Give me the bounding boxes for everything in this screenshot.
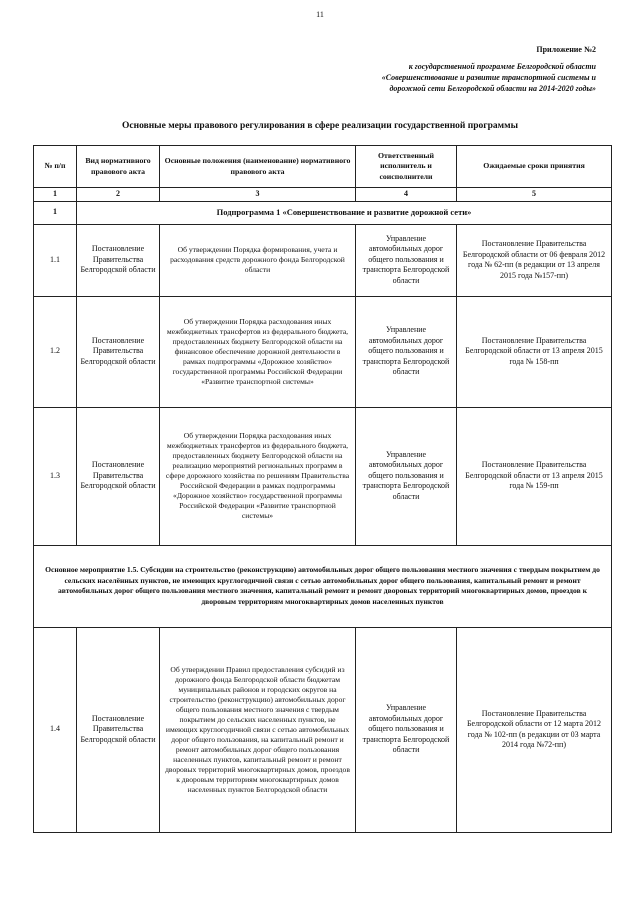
row-type: Постановление Правительства Белгородской области	[77, 407, 160, 545]
row-num: 1.4	[34, 627, 77, 832]
header-executor: Ответственный исполнитель и соисполнители	[356, 146, 457, 188]
main-measure-row	[34, 545, 612, 627]
row-type: Постановление Правительства Белгородской области	[77, 627, 160, 832]
row-term: Постановление Правительства Белгородской области от 06 февраля 2012 года № 62-пп (в редакции от 13 апреля 2015 года №157-пп)	[457, 224, 612, 296]
row-executor: Управление автомобильных дорог общего пользования и транспорта Белгородской области	[356, 407, 457, 545]
row-content: Об утверждении Правил предоставления субсидий из дорожного фонда Белгородской области бюджетам муниципальных районов и городских округов на строительство (реконструкцию) автомобильных дорог общего пользования местного значения с твердым покрытием до сельских населенных пунктов, не имеющих круглогодичной связи с сетью автомобильных дорог общего пользования, на капитальный ремонт и ремонт автомобильных дорог общего пользования населенных пунктов, капитальный ремонт и ремонт дворовых территорий многоквартирных домов, проездов к дворовым территориям многоквартирных домов населенных пунктов Белгородской области	[160, 627, 356, 832]
col-number: 4	[356, 188, 457, 202]
subprogram-title: Подпрограмма 1 «Совершенствование и развитие дорожной сети»	[77, 201, 612, 224]
col-number: 2	[77, 188, 160, 202]
row-content: Об утверждении Порядка формирования, учета и расходования средств дорожного фонда Белгородской области	[160, 224, 356, 296]
col-number: 1	[34, 188, 77, 202]
main-measure-text: Основное мероприятие 1.5. Субсидии на строительство (реконструкцию) автомобильных дорог общего пользования местного значения с твердым покрытием до сельских населённых пунктов, не имеющих круглогодичной связи с сетью автомобильных дорог общего пользования, капитальный ремонт и ремонт автомобильных дорог общего пользования местного значения, капитальный ремонт и ремонт дворовых территорий многоквартирных домов, проездов к дворовым территориям многоквартирных домов населенных пунктов	[34, 545, 612, 627]
row-num: 1.3	[34, 407, 77, 545]
appendix-header	[356, 44, 596, 94]
header-type: Вид нормативного правового акта	[77, 146, 160, 188]
row-executor: Управление автомобильных дорог общего пользования и транспорта Белгородской области	[356, 296, 457, 407]
document-title: Основные меры правового регулирования в сфере реализации государственной программы	[121, 121, 518, 131]
row-type: Постановление Правительства Белгородской области	[77, 296, 160, 407]
col-number: 3	[160, 188, 356, 202]
row-term: Постановление Правительства Белгородской области от 12 марта 2012 года № 102-пп (в редакции от 03 марта 2014 года №72-пп)	[457, 627, 612, 832]
col-number: 5	[457, 188, 612, 202]
row-type: Постановление Правительства Белгородской области	[77, 224, 160, 296]
subprogram-row	[34, 201, 612, 224]
column-number-row	[34, 188, 612, 202]
appendix-line: дорожной сети Белгородской области на 2014-2020 годы»	[389, 84, 596, 93]
table-header-row	[34, 146, 612, 188]
subprogram-num: 1	[34, 201, 77, 224]
appendix-line: к государственной программе Белгородской области	[408, 62, 596, 71]
row-term: Постановление Правительства Белгородской области от 13 апреля 2015 года № 159-пп	[457, 407, 612, 545]
row-content: Об утверждении Порядка расходования иных межбюджетных трансфертов из федерального бюджета, предоставленных бюджету Белгородской области на финансовое обеспечение дорожной деятельности в рамках подпрограммы «Дорожное хозяйство» государственной программы Российской Федерации «Развитие транспортной системы»	[160, 296, 356, 407]
row-executor: Управление автомобильных дорог общего пользования и транспорта Белгородской области	[356, 224, 457, 296]
row-content: Об утверждении Порядка расходования иных межбюджетных трансфертов из федерального бюджета, предоставленных бюджету Белгородской области на реализацию мероприятий региональных программ в сфере дорожного хозяйства по решениям Правительства Российской Федерации в рамках подпрограммы «Дорожное хозяйство» государственной программы Российской Федерации «Развитие транспортной системы»	[160, 407, 356, 545]
regulation-table	[33, 145, 612, 833]
table-row	[34, 407, 612, 545]
page-number: 11	[316, 10, 324, 19]
header-term: Ожидаемые сроки принятия	[457, 146, 612, 188]
header-num: № п/п	[34, 146, 77, 188]
header-content: Основные положения (наименование) нормативного правового акта	[160, 146, 356, 188]
table-row	[34, 224, 612, 296]
table-row	[34, 296, 612, 407]
row-term: Постановление Правительства Белгородской области от 13 апреля 2015 года № 158-пп	[457, 296, 612, 407]
table-row	[34, 627, 612, 832]
row-num: 1.1	[34, 224, 77, 296]
appendix-line: «Совершенствование и развитие транспортной системы и	[381, 73, 596, 82]
row-executor: Управление автомобильных дорог общего пользования и транспорта Белгородской области	[356, 627, 457, 832]
row-num: 1.2	[34, 296, 77, 407]
appendix-title: Приложение №2	[536, 45, 596, 54]
